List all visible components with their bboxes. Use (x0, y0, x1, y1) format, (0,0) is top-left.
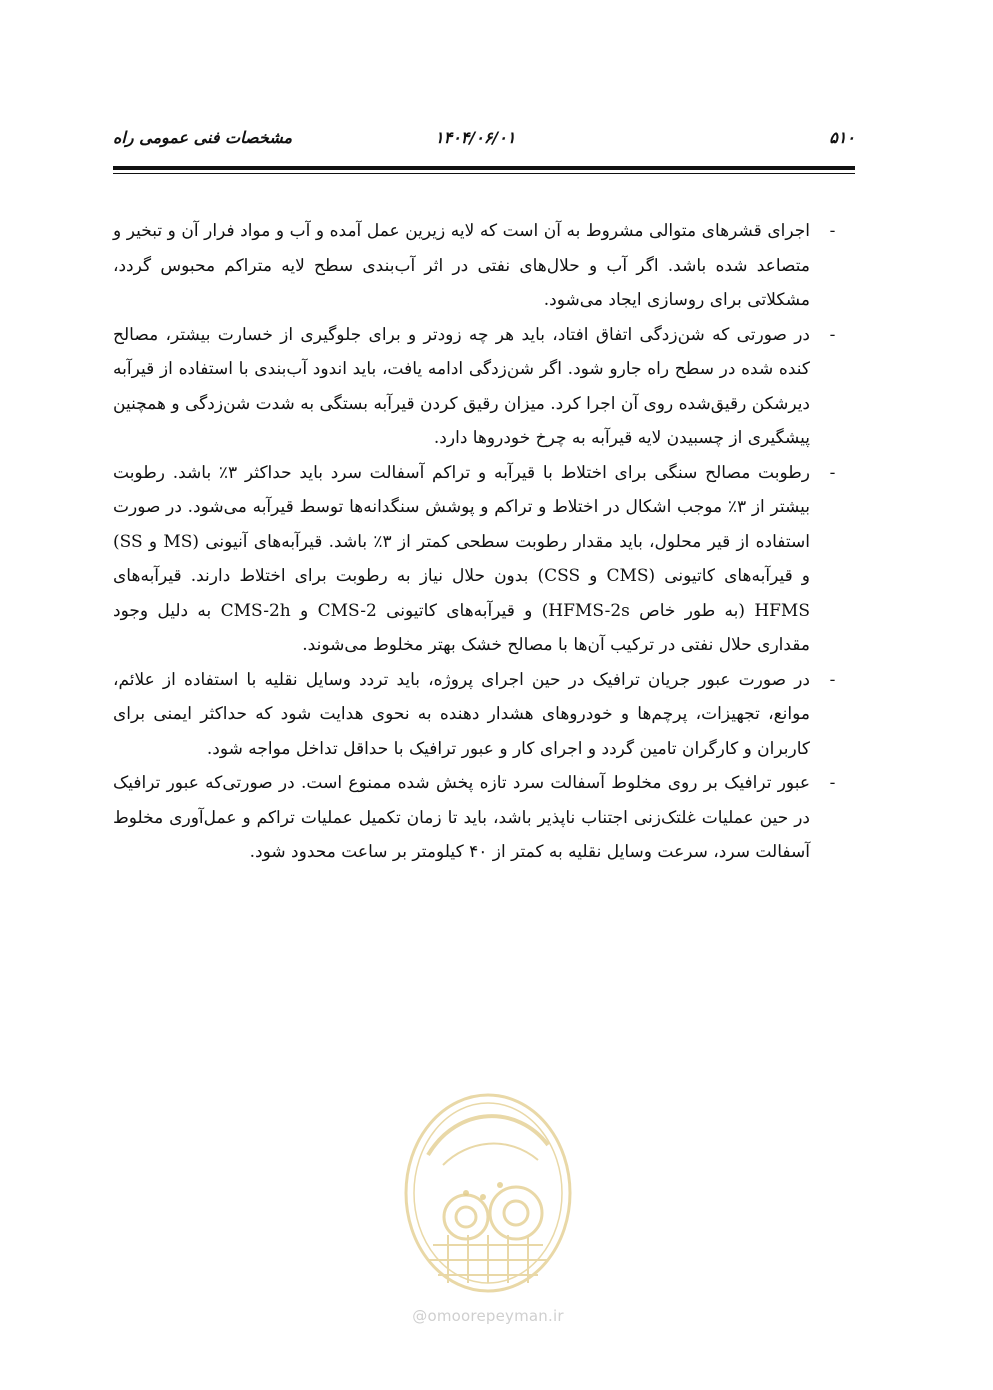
header-rule-thin (113, 173, 855, 174)
paragraph-text: رطوبت مصالح سنگی برای اختلاط با قیرآبه و تراکم آسفالت سرد باید حداکثر ۳٪ باشد. رطوبت بیشتر از ۳٪ موجب اشکال در اختلاط و تراکم و پوشش سنگدانه‌ها توسط قیرآبه می‌شود. در صورت استفاده از قیر محلول، باید مقدار رطوبت سطحی کمتر از ۳٪ باشد. قیرآبه‌های آنیونی (MS و SS) و قیرآبه‌های کاتیونی (CMS و CSS) بدون حلال نیاز به رطوبت برای اختلاط دارند. قیرآبه‌های HFMS (به طور خاص HFMS-2s) و قیرآبه‌های کاتیونی CMS-2 و CMS-2h به دلیل وجود مقداری حلال نفتی در ترکیب آن‌ها با مصالح خشک بهتر مخلوط می‌شوند. (113, 462, 810, 655)
paragraph-text: در صورت عبور جریان ترافیک در حین اجرای پروژه، باید تردد وسایل نقلیه با استفاده از علائم، موانع، تجهیزات، پرچم‌ها و خودروهای هشدار دهنده به نحوی هدایت شود که حداکثر ایمنی برای کاربران و کارگران تامین گردد و اجرای کار و عبور ترافیک با حداقل تداخل مواجه شود. (113, 669, 810, 759)
list-item (113, 766, 855, 870)
paragraph-text: اجرای قشرهای متوالی مشروط به آن است که لایه زیرین عمل آمده و آب و مواد فرار آن و تبخیر و متصاعد شده باشد. اگر آب و حلال‌های نفتی در اثر آب‌بندی سطح لایه متراکم محبوس گردد، مشکلاتی برای روسازی ایجاد می‌شود. (113, 221, 810, 310)
header-date: ۱۴۰۴/۰۶/۰۱ (435, 128, 516, 147)
bullet-dash: - (829, 324, 836, 345)
page-number: ۵۱۰ (829, 128, 855, 147)
header-title: مشخصات فنی عمومی راه (113, 128, 293, 147)
list-item (113, 456, 855, 663)
watermark-caption: @omoorepeyman.ir (412, 1307, 564, 1325)
page-header (113, 128, 855, 156)
list-item (113, 663, 855, 767)
bullet-dash: - (829, 221, 836, 241)
bullet-dash: - (829, 773, 836, 793)
header-rule-thick (113, 166, 855, 170)
list-item (113, 214, 855, 318)
watermark-seal (388, 1085, 588, 1325)
paragraph-text: عبور ترافیک بر روی مخلوط آسفالت سرد تازه پخش شده ممنوع است. در صورتی‌که عبور ترافیک در حین عملیات غلتک‌زنی اجتناب ناپذیر باشد، باید تا زمان تکمیل عملیات تراکم و عمل‌آوری مخلوط آسفالت سرد، سرعت وسایل نقلیه به کمتر از ۴۰ کیلومتر بر ساعت محدود شود. (113, 773, 810, 862)
body-content (113, 214, 855, 870)
paragraph-text: در صورتی که شن‌زدگی اتفاق افتاد، باید هر چه زودتر و برای جلوگیری از خسارت بیشتر، مصالح کنده شده در سطح راه جارو شود. اگر شن‌زدگی ادامه یافت، باید اندود آب‌بندی با استفاده از قیرآبه دیرشکن رقیق‌شده روی آن اجرا کرد. میزان رقیق کردن قیرآبه بستگی به شدت شن‌زدگی و همچنین پیشگیری از چسبیدن لایه قیرآبه به چرخ خودروها دارد. (113, 324, 810, 448)
bullet-dash: - (829, 462, 836, 483)
bullet-dash: - (829, 669, 836, 690)
list-item (113, 318, 855, 456)
